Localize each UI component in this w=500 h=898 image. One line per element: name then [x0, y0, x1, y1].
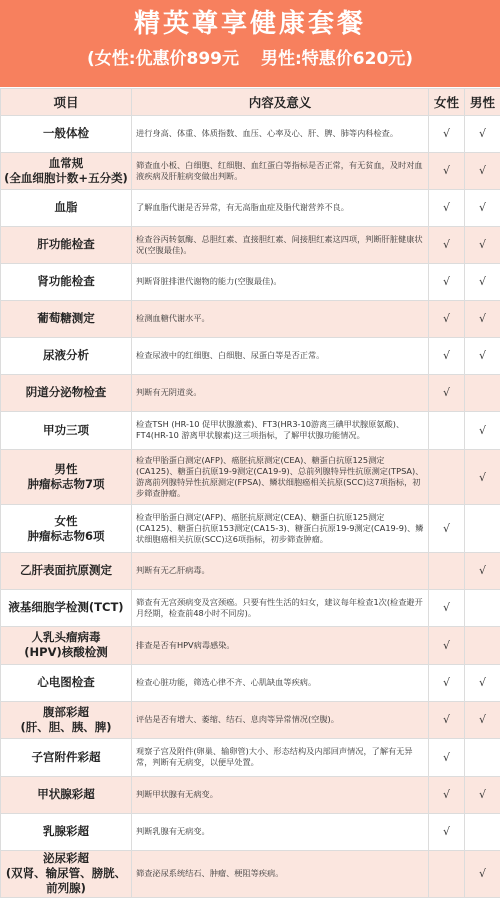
row-item-name: 阴道分泌物检查 [1, 374, 132, 411]
row-content-text: 检查心脏功能，筛选心律不齐、心肌缺血等疾病。 [132, 664, 429, 701]
row-male-check [465, 813, 500, 850]
table-row [1, 152, 500, 189]
table-row [1, 300, 500, 337]
column-header-item: 项目 [1, 89, 132, 116]
table-row [1, 813, 500, 850]
table-row [1, 738, 500, 776]
table-row [1, 664, 500, 701]
table-row [1, 189, 500, 226]
row-female-check: √ [429, 738, 465, 776]
row-content-text: 检查TSH (HR-10 促甲状腺激素)、FT3(HR3-10游离三碘甲状腺原氨酸)、FT4(HR-10 游离甲状腺素)这三项指标，了解甲状腺功能情况。 [132, 411, 429, 449]
row-male-check: √ [465, 337, 500, 374]
row-female-check: √ [429, 505, 465, 552]
row-content-text: 检查甲胎蛋白测定(AFP)、癌胚抗原测定(CEA)、糖蛋白抗原125测定(CA125)、糖蛋白抗原19-9测定(CA19-9)、总前列腺特异性抗原测定(TPSA)、游离前列腺特异性抗原测定(FPSA)、鳞状细胞癌相关抗原(SCC)这7项指标，初步筛查肿瘤。 [132, 449, 429, 504]
table-row [1, 552, 500, 589]
price-line [0, 46, 500, 72]
row-female-check: √ [429, 776, 465, 813]
table-row [1, 374, 500, 411]
row-female-check: √ [429, 813, 465, 850]
row-male-check: √ [465, 189, 500, 226]
row-female-check [429, 411, 465, 449]
row-item-name: 一般体检 [1, 116, 132, 153]
table-row [1, 589, 500, 626]
row-content-text: 判断甲状腺有无病变。 [132, 776, 429, 813]
row-item-name: 甲功三项 [1, 411, 132, 449]
row-item-name: 女性 肿瘤标志物6项 [1, 505, 132, 552]
row-male-check: √ [465, 664, 500, 701]
row-item-name: 肝功能检查 [1, 226, 132, 263]
row-female-check [429, 850, 465, 897]
table-row [1, 449, 500, 504]
row-female-check [429, 449, 465, 504]
row-male-check: √ [465, 449, 500, 504]
row-item-name: 乳腺彩超 [1, 813, 132, 850]
row-item-name: 液基细胞学检测(TCT) [1, 589, 132, 626]
female-price: (女性:优惠价899元 [86, 49, 239, 69]
row-male-check: √ [465, 850, 500, 897]
table-row [1, 411, 500, 449]
row-content-text: 检测血糖代谢水平。 [132, 300, 429, 337]
table-row [1, 850, 500, 897]
package-table [0, 88, 500, 898]
row-item-name: 男性 肿瘤标志物7项 [1, 449, 132, 504]
row-item-name: 肾功能检查 [1, 263, 132, 300]
row-male-check [465, 738, 500, 776]
row-female-check: √ [429, 589, 465, 626]
row-female-check: √ [429, 664, 465, 701]
row-content-text: 判断肾脏排泄代谢物的能力(空腹最佳)。 [132, 263, 429, 300]
page-title: 精英尊享健康套餐 [133, 9, 366, 39]
table-row [1, 701, 500, 738]
row-male-check: √ [465, 776, 500, 813]
table-row [1, 116, 500, 153]
row-item-name: 泌尿彩超 (双肾、输尿管、膀胱、前列腺) [1, 850, 132, 897]
row-item-name: 心电图检查 [1, 664, 132, 701]
row-male-check: √ [465, 552, 500, 589]
row-content-text: 检查尿液中的红细胞、白细胞、尿蛋白等是否正常。 [132, 337, 429, 374]
row-male-check: √ [465, 152, 500, 189]
row-male-check: √ [465, 701, 500, 738]
row-male-check: √ [465, 263, 500, 300]
row-female-check: √ [429, 337, 465, 374]
table-row [1, 626, 500, 664]
row-content-text: 检查甲胎蛋白测定(AFP)、癌胚抗原测定(CEA)、糖蛋白抗原125测定(CA125)、糖蛋白抗原153测定(CA15-3)、糖蛋白抗原19-9测定(CA19-9)、鳞状细胞癌相关抗原(SCC)这6项指标，初步筛查肿瘤。 [132, 505, 429, 552]
row-item-name: 乙肝表面抗原测定 [1, 552, 132, 589]
row-male-check [465, 589, 500, 626]
row-content-text: 进行身高、体重、体质指数、血压、心率及心、肝、脾、肺等内科检查。 [132, 116, 429, 153]
row-item-name: 葡萄糖测定 [1, 300, 132, 337]
column-header-content: 内容及意义 [132, 89, 429, 116]
male-price: 男性:特惠价620元) [261, 49, 414, 69]
column-header-female: 女性 [429, 89, 465, 116]
row-female-check: √ [429, 189, 465, 226]
row-male-check [465, 374, 500, 411]
table-row [1, 776, 500, 813]
row-item-name: 腹部彩超 (肝、胆、胰、脾) [1, 701, 132, 738]
row-male-check: √ [465, 411, 500, 449]
table-row [1, 337, 500, 374]
row-content-text: 检查谷丙转氨酶、总胆红素、直接胆红素、间接胆红素这四项，判断肝脏健康状况(空腹最佳)。 [132, 226, 429, 263]
row-content-text: 评估是否有增大、萎缩、结石、息肉等异常情况(空腹)。 [132, 701, 429, 738]
table-row [1, 226, 500, 263]
row-item-name: 血脂 [1, 189, 132, 226]
row-item-name: 人乳头瘤病毒 (HPV)核酸检测 [1, 626, 132, 664]
row-male-check: √ [465, 226, 500, 263]
row-content-text: 筛查泌尿系统结石、肿瘤、梗阻等疾病。 [132, 850, 429, 897]
row-content-text: 排查是否有HPV病毒感染。 [132, 626, 429, 664]
table-row [1, 505, 500, 552]
row-content-text: 判断有无乙肝病毒。 [132, 552, 429, 589]
row-female-check: √ [429, 116, 465, 153]
row-female-check [429, 552, 465, 589]
row-item-name: 甲状腺彩超 [1, 776, 132, 813]
row-female-check: √ [429, 701, 465, 738]
row-female-check: √ [429, 263, 465, 300]
row-item-name: 尿液分析 [1, 337, 132, 374]
row-female-check: √ [429, 152, 465, 189]
row-male-check: √ [465, 116, 500, 153]
row-female-check: √ [429, 374, 465, 411]
row-male-check: √ [465, 300, 500, 337]
row-item-name: 血常规 (全血细胞计数+五分类) [1, 152, 132, 189]
row-item-name: 子宫附件彩超 [1, 738, 132, 776]
row-female-check: √ [429, 226, 465, 263]
column-header-male: 男性 [465, 89, 500, 116]
row-content-text: 筛查血小板、白细胞、红细胞、血红蛋白等指标是否正常，有无贫血，及时对血液疾病及肝脏病变做出判断。 [132, 152, 429, 189]
row-female-check: √ [429, 626, 465, 664]
row-male-check [465, 626, 500, 664]
row-content-text: 判断有无阴道炎。 [132, 374, 429, 411]
row-content-text: 了解血脂代谢是否异常，有无高脂血症及脂代谢营养不良。 [132, 189, 429, 226]
row-content-text: 观察子宫及附件(卵巢、输卵管)大小、形态结构及内部回声情况，了解有无异常，判断有无病变，以便早处置。 [132, 738, 429, 776]
row-content-text: 筛查有无宫颈病变及宫颈癌。只要有性生活的妇女，建议每年检查1次(检查避开月经期，检查前48小时不同房)。 [132, 589, 429, 626]
table-row [1, 263, 500, 300]
row-content-text: 判断乳腺有无病变。 [132, 813, 429, 850]
row-male-check [465, 505, 500, 552]
row-female-check: √ [429, 300, 465, 337]
table-header-row [1, 89, 500, 116]
page-header [0, 0, 500, 87]
